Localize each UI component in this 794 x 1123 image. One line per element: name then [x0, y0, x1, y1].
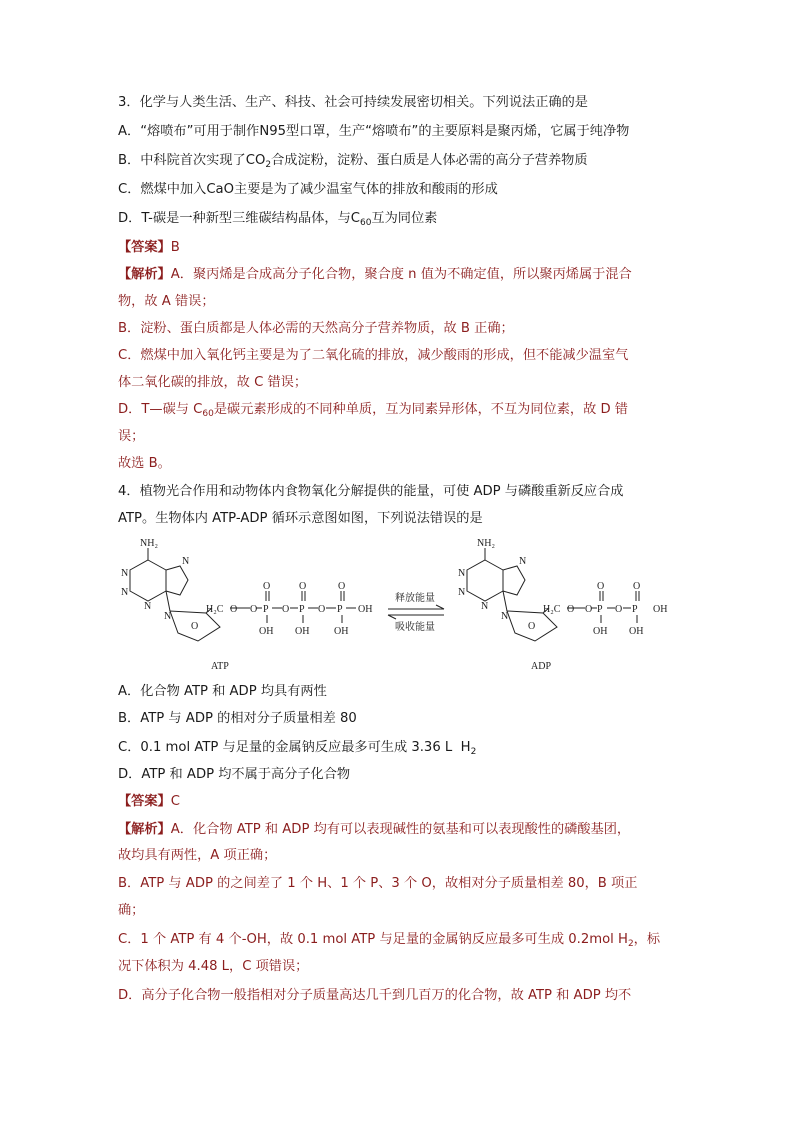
q3-stem: 3．化学与人类生活、生产、科技、社会可持续发展密切相关。下列说法正确的是 — [118, 95, 588, 110]
adp-oh-bottom-1: OH — [593, 626, 608, 637]
q4-option-c: C．0.1 mol ATP 与足量的金属钠反应最多可生成 3.36 L $H_2$ — [118, 740, 477, 757]
q4-analysis-c1: C．1 个 ATP 有 4 个-OH，故 0.1 mol ATP 与足量的金属钠反应最多可生成 0.2mol $H_2$，标 — [118, 932, 661, 949]
atp-o-label-2: O — [250, 604, 258, 615]
adp-oh-bottom-2: OH — [629, 626, 644, 637]
atp-oh-bottom-1: OH — [259, 626, 274, 637]
atp-p-label-2: P — [299, 604, 305, 615]
q3-analysis-a2: 物，故 A 错误； — [118, 294, 215, 309]
adp-name-label: ADP — [531, 661, 552, 672]
adp-h2c-label: H₂C — [543, 604, 561, 615]
adp-nh2-label: NH₂ — [477, 538, 495, 549]
adp-o-top-1: O — [597, 581, 605, 592]
q3-analysis-b: B．淀粉、蛋白质都是人体必需的天然高分子营养物质，故 B 正确； — [118, 321, 514, 336]
atp-n-label: N — [121, 568, 129, 579]
q3-analysis-d1: D．T—碳与 $C_{60}$是碳元素形成的不同种单质，互为同素异形体，不互为同位素，故 D 错 — [118, 402, 628, 419]
q3-option-b: B．中科院首次实现了$CO_2$合成淀粉，淀粉、蛋白质是人体必需的高分子营养物质 — [118, 153, 588, 170]
adp-n-label-3: N — [481, 601, 489, 612]
atp-p-label-3: P — [337, 604, 343, 615]
q3-option-d: D．T-碳是一种新型三维碳结构晶体，与$C_{60}$互为同位素 — [118, 211, 438, 228]
atp-o-top-1: O — [263, 581, 271, 592]
q4-option-d: D．ATP 和 ADP 均不属于高分子化合物 — [118, 767, 351, 782]
adp-n-label-4: N — [519, 556, 527, 567]
adp-o-label-1: O — [567, 604, 575, 615]
adp-ring-o-label: O — [528, 621, 536, 632]
adp-oh-label-end: OH — [653, 604, 668, 615]
q4-stem-line2: ATP。生物体内 ATP-ADP 循环示意图如图，下列说法错误的是 — [118, 511, 483, 526]
q3-option-c: C．燃煤中加入CaO主要是为了减少温室气体的排放和酸雨的形成 — [118, 182, 498, 197]
atp-ring-o-label: O — [191, 621, 199, 632]
atp-n-label-4: N — [182, 556, 190, 567]
adp-n-label-5: N — [501, 611, 509, 622]
atp-n-label-3: N — [144, 601, 152, 612]
q3-conclusion: 故选 B。 — [118, 456, 171, 471]
q4-analysis-b2: 确； — [118, 903, 145, 918]
atp-adp-cycle-diagram — [0, 533, 794, 673]
release-energy-label: 释放能量 — [395, 593, 435, 604]
adp-n-label-2: N — [458, 587, 466, 598]
atp-o-label-4: O — [318, 604, 326, 615]
adp-o-top-2: O — [633, 581, 641, 592]
atp-name-label: ATP — [211, 661, 229, 672]
atp-o-top-2: O — [299, 581, 307, 592]
q3-analysis-c1: C．燃煤中加入氧化钙主要是为了二氧化硫的排放，减少酸雨的形成，但不能减少温室气 — [118, 348, 629, 363]
adp-p-label-2: P — [632, 604, 638, 615]
q4-analysis-a1: 【解析】A．化合物 ATP 和 ADP 均有可以表现碱性的氨基和可以表现酸性的磷酸基团， — [118, 822, 631, 837]
atp-nh2-label: NH₂ — [140, 538, 158, 549]
atp-h2c-label: H₂C — [206, 604, 224, 615]
adp-p-label-1: P — [597, 604, 603, 615]
q4-analysis-c2: 况下体积为 4.48 L，C 项错误； — [118, 959, 309, 974]
atp-p-label-1: P — [263, 604, 269, 615]
q4-option-b: B．ATP 与 ADP 的相对分子质量相差 80 — [118, 711, 357, 726]
atp-o-label-1: O — [230, 604, 238, 615]
atp-o-label-3: O — [282, 604, 290, 615]
atp-n-label-2: N — [121, 587, 129, 598]
q4-answer: 【答案】C — [118, 794, 180, 809]
adp-n-label: N — [458, 568, 466, 579]
q3-analysis-a1: 【解析】A．聚丙烯是合成高分子化合物，聚合度 n 值为不确定值，所以聚丙烯属于混合 — [118, 267, 632, 282]
atp-o-top-3: O — [338, 581, 346, 592]
q4-analysis-b1: B．ATP 与 ADP 的之间差了 1 个 H、1 个 P、3 个 O，故相对分子质量相差 80，B 项正 — [118, 876, 638, 891]
q3-option-a: A．“熔喷布”可用于制作N95型口罩，生产“熔喷布”的主要原料是聚丙烯，它属于纯净物 — [118, 124, 630, 139]
q4-analysis-a2: 故均具有两性，A 项正确； — [118, 848, 277, 863]
q4-analysis-d1: D．高分子化合物一般指相对分子质量高达几千到几百万的化合物，故 ATP 和 ADP 均不 — [118, 988, 632, 1003]
q4-option-a: A．化合物 ATP 和 ADP 均具有两性 — [118, 684, 327, 699]
q3-answer: 【答案】B — [118, 240, 180, 255]
absorb-energy-label: 吸收能量 — [395, 622, 435, 633]
adp-o-label-2: O — [585, 604, 593, 615]
co2-formula: $CO_2$ — [245, 153, 272, 170]
atp-oh-bottom-3: OH — [334, 626, 349, 637]
q4-stem-line1: 4．植物光合作用和动物体内食物氧化分解提供的能量，可使 ADP 与磷酸重新反应合成 — [118, 484, 624, 499]
adp-o-label-3: O — [615, 604, 623, 615]
atp-oh-label-end: OH — [358, 604, 373, 615]
atp-n-label-5: N — [164, 611, 172, 622]
q3-analysis-d2: 误； — [118, 429, 145, 444]
q3-analysis-c2: 体二氧化碳的排放，故 C 错误； — [118, 375, 308, 390]
atp-oh-bottom-2: OH — [295, 626, 310, 637]
